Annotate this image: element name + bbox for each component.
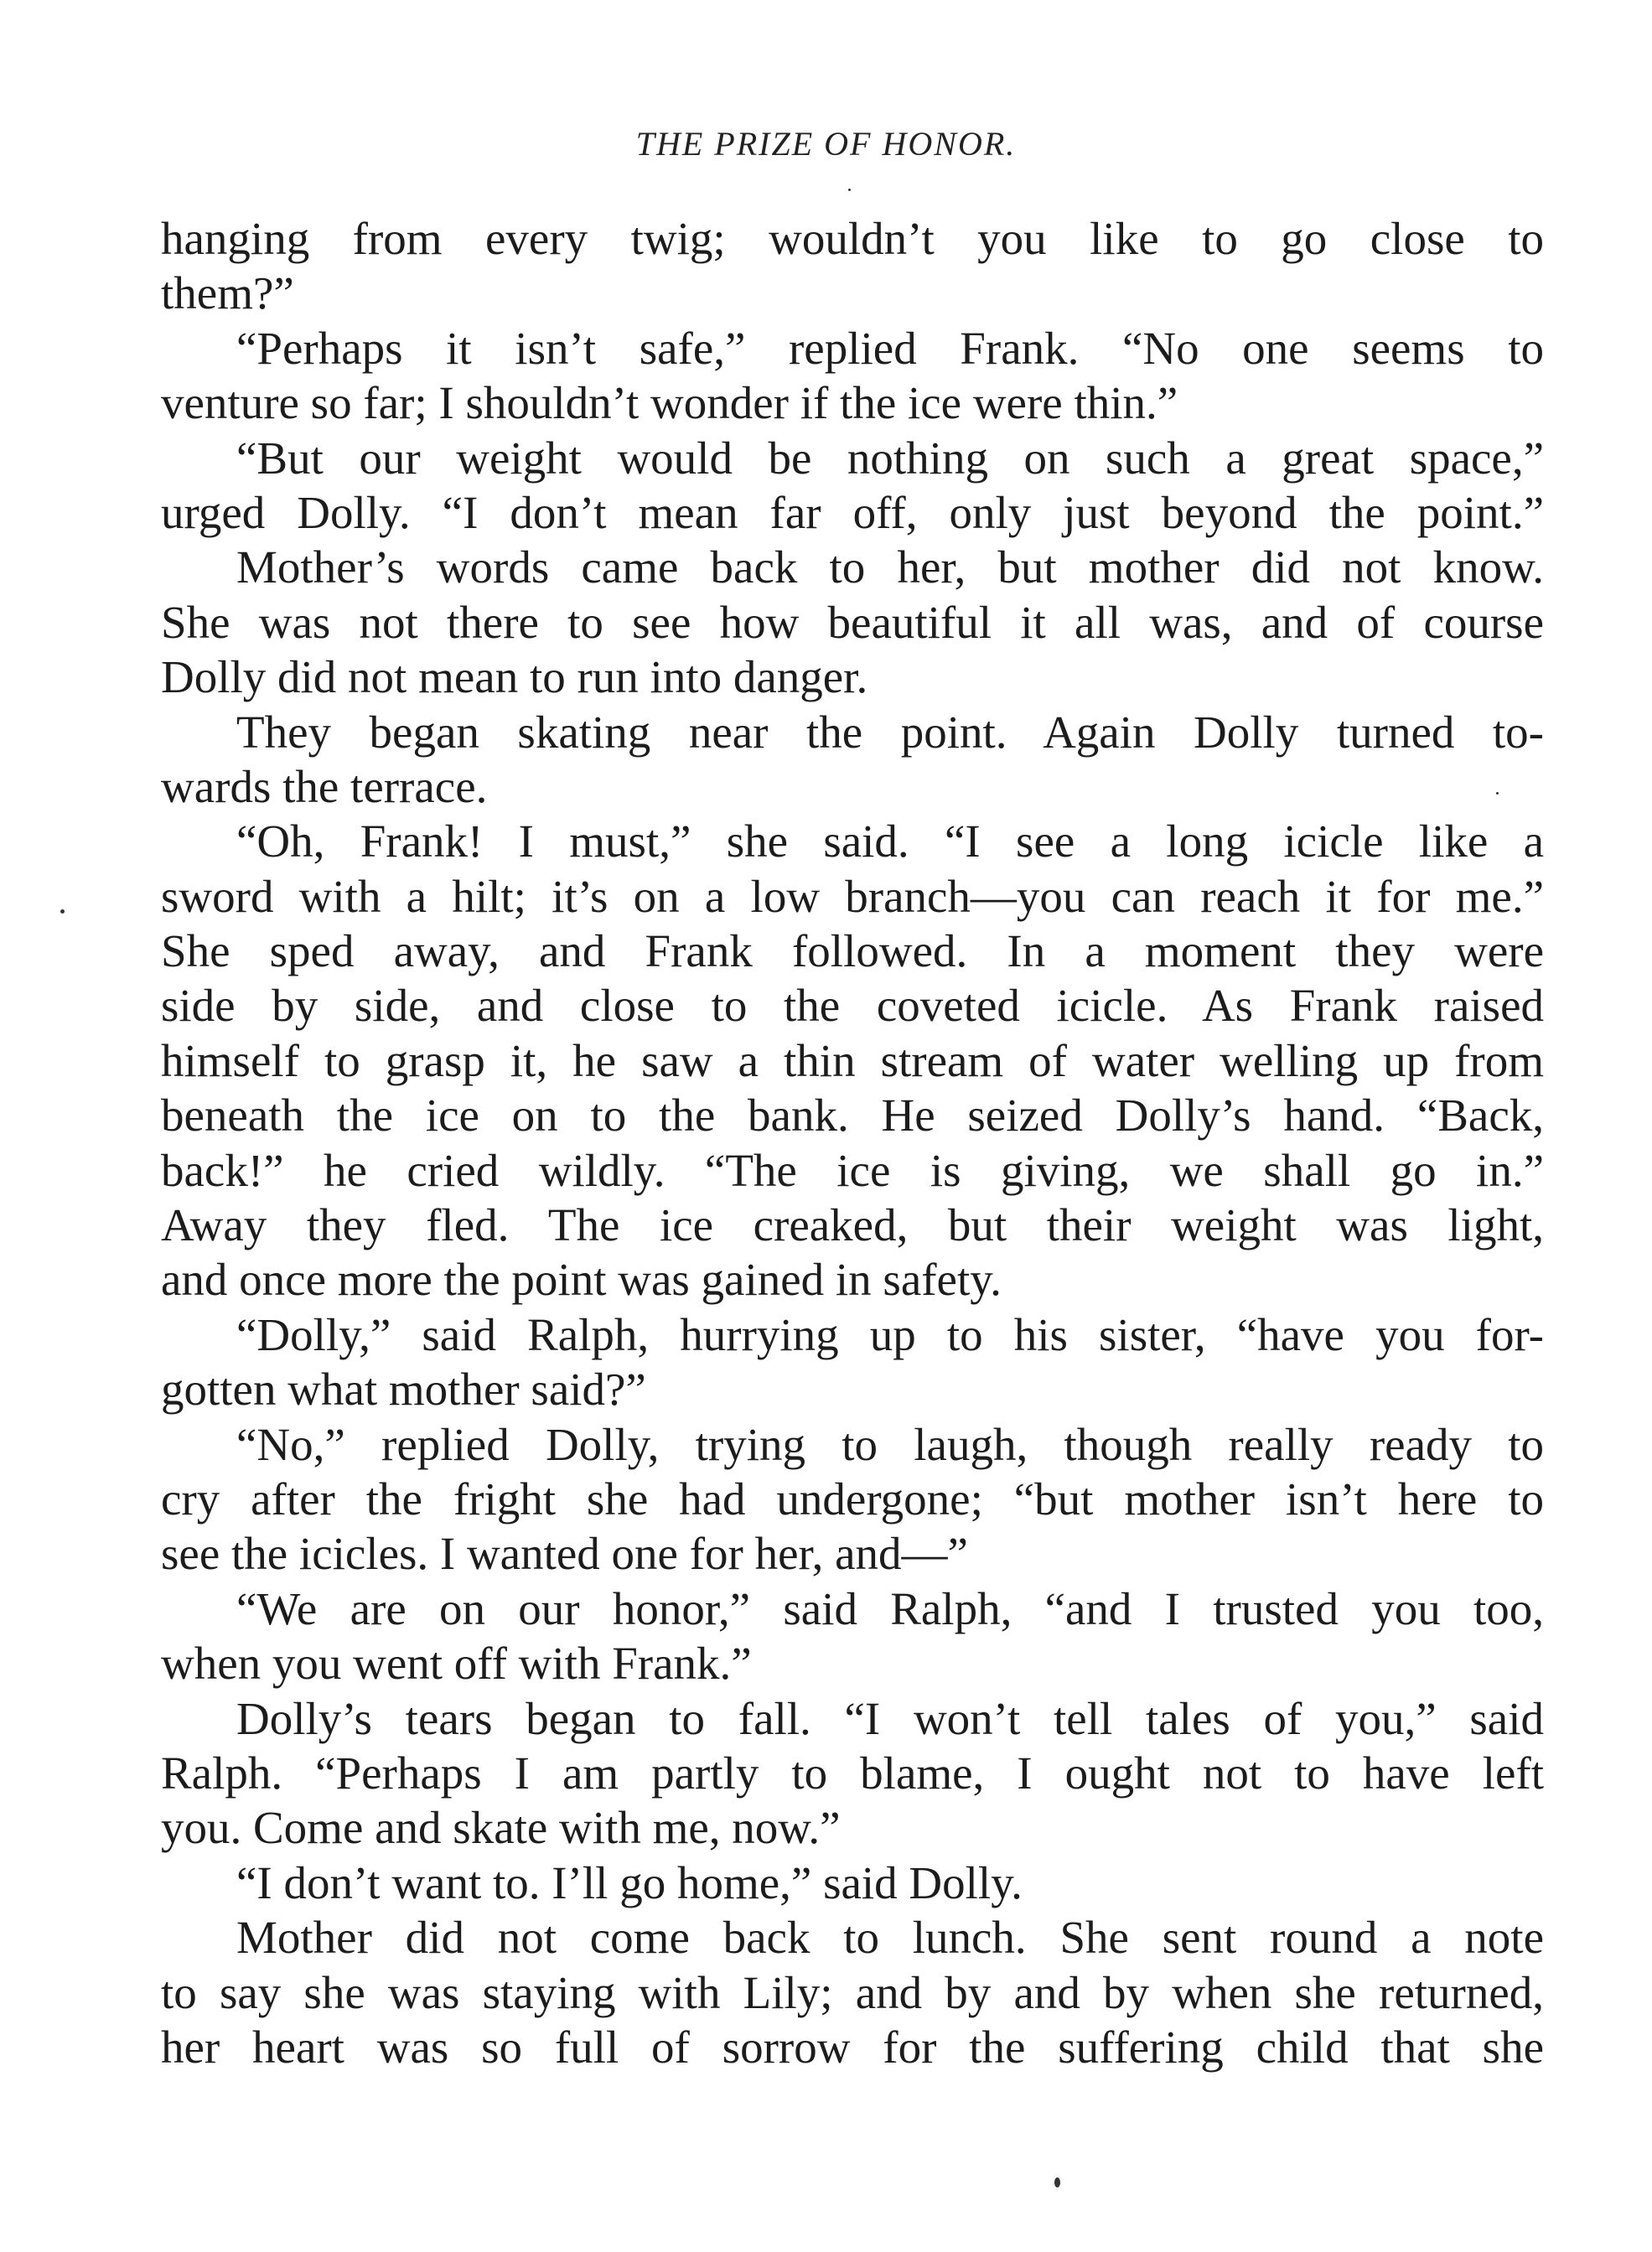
text-line: urged Dolly. “I don’t mean far off, only just beyond the point.” (161, 486, 1544, 538)
text-line: “Oh, Frank! I must,” she said. “I see a long icicle like a (236, 815, 1544, 867)
text-line: Away they fled. The ice creaked, but their weight was light, (161, 1199, 1544, 1251)
text-line: them?” (161, 267, 294, 319)
text-line: “We are on our honor,” said Ralph, “and I trusted you too, (236, 1582, 1544, 1634)
text-line: Dolly did not mean to run into danger. (161, 651, 868, 703)
text-line: you. Come and skate with me, now.” (161, 1802, 841, 1854)
text-line: gotten what mother said?” (161, 1364, 646, 1416)
text-line: sword with a hilt; it’s on a low branch—you can reach it for me.” (161, 870, 1544, 922)
text-line: “But our weight would be nothing on such a great space,” (236, 432, 1544, 484)
text-line: cry after the fright she had undergone; “but mother isn’t here to (161, 1473, 1544, 1525)
text-line: when you went off with Frank.” (161, 1638, 752, 1690)
text-line: himself to grasp it, he saw a thin stream of water welling up from (161, 1034, 1544, 1086)
text-line: Mother’s words came back to her, but mother did not know. (236, 541, 1544, 593)
text-line: to say she was staying with Lily; and by and by when she returned, (161, 1966, 1544, 2018)
running-head: THE PRIZE OF HONOR. (635, 125, 1017, 163)
text-line: “Dolly,” said Ralph, hurrying up to his sister, “have you for- (236, 1308, 1544, 1360)
text-line: wards the terrace. (161, 760, 488, 812)
text-line: Mother did not come back to lunch. She sent round a note (236, 1912, 1544, 1964)
text-line: They began skating near the point. Again Dolly turned to- (236, 706, 1544, 758)
scan-speck (848, 189, 851, 191)
body-text (161, 211, 1544, 2074)
text-line: and once more the point was gained in safety. (161, 1254, 1002, 1306)
text-line: “No,” replied Dolly, trying to laugh, though really ready to (236, 1418, 1544, 1470)
text-line: Dolly’s tears began to fall. “I won’t tell tales of you,” said (236, 1692, 1544, 1744)
scan-speck (60, 909, 65, 914)
text-line: Ralph. “Perhaps I am partly to blame, I ought not to have left (161, 1747, 1544, 1799)
scan-speck (1496, 792, 1499, 795)
text-line: beneath the ice on to the bank. He seized Dolly’s hand. “Back, (161, 1090, 1544, 1142)
text-line: venture so far; I shouldn’t wonder if the ice were thin.” (161, 377, 1178, 429)
text-line: side by side, and close to the coveted icicle. As Frank raised (161, 980, 1544, 1032)
text-line: see the icicles. I wanted one for her, and—” (161, 1528, 968, 1580)
scan-speck (1054, 2177, 1060, 2187)
text-line: back!” he cried wildly. “The ice is giving, we shall go in.” (161, 1144, 1544, 1196)
text-line: She was not there to see how beautiful it all was, and of course (161, 596, 1544, 648)
text-line: hanging from every twig; wouldn’t you like to go close to (161, 213, 1544, 264)
text-line: “Perhaps it isn’t safe,” replied Frank. “No one seems to (236, 322, 1544, 374)
text-line: her heart was so full of sorrow for the suffering child that she (161, 2021, 1544, 2073)
text-line: She sped away, and Frank followed. In a moment they were (161, 925, 1544, 977)
text-line: “I don’t want to. I’ll go home,” said Dolly. (236, 1856, 1023, 1908)
